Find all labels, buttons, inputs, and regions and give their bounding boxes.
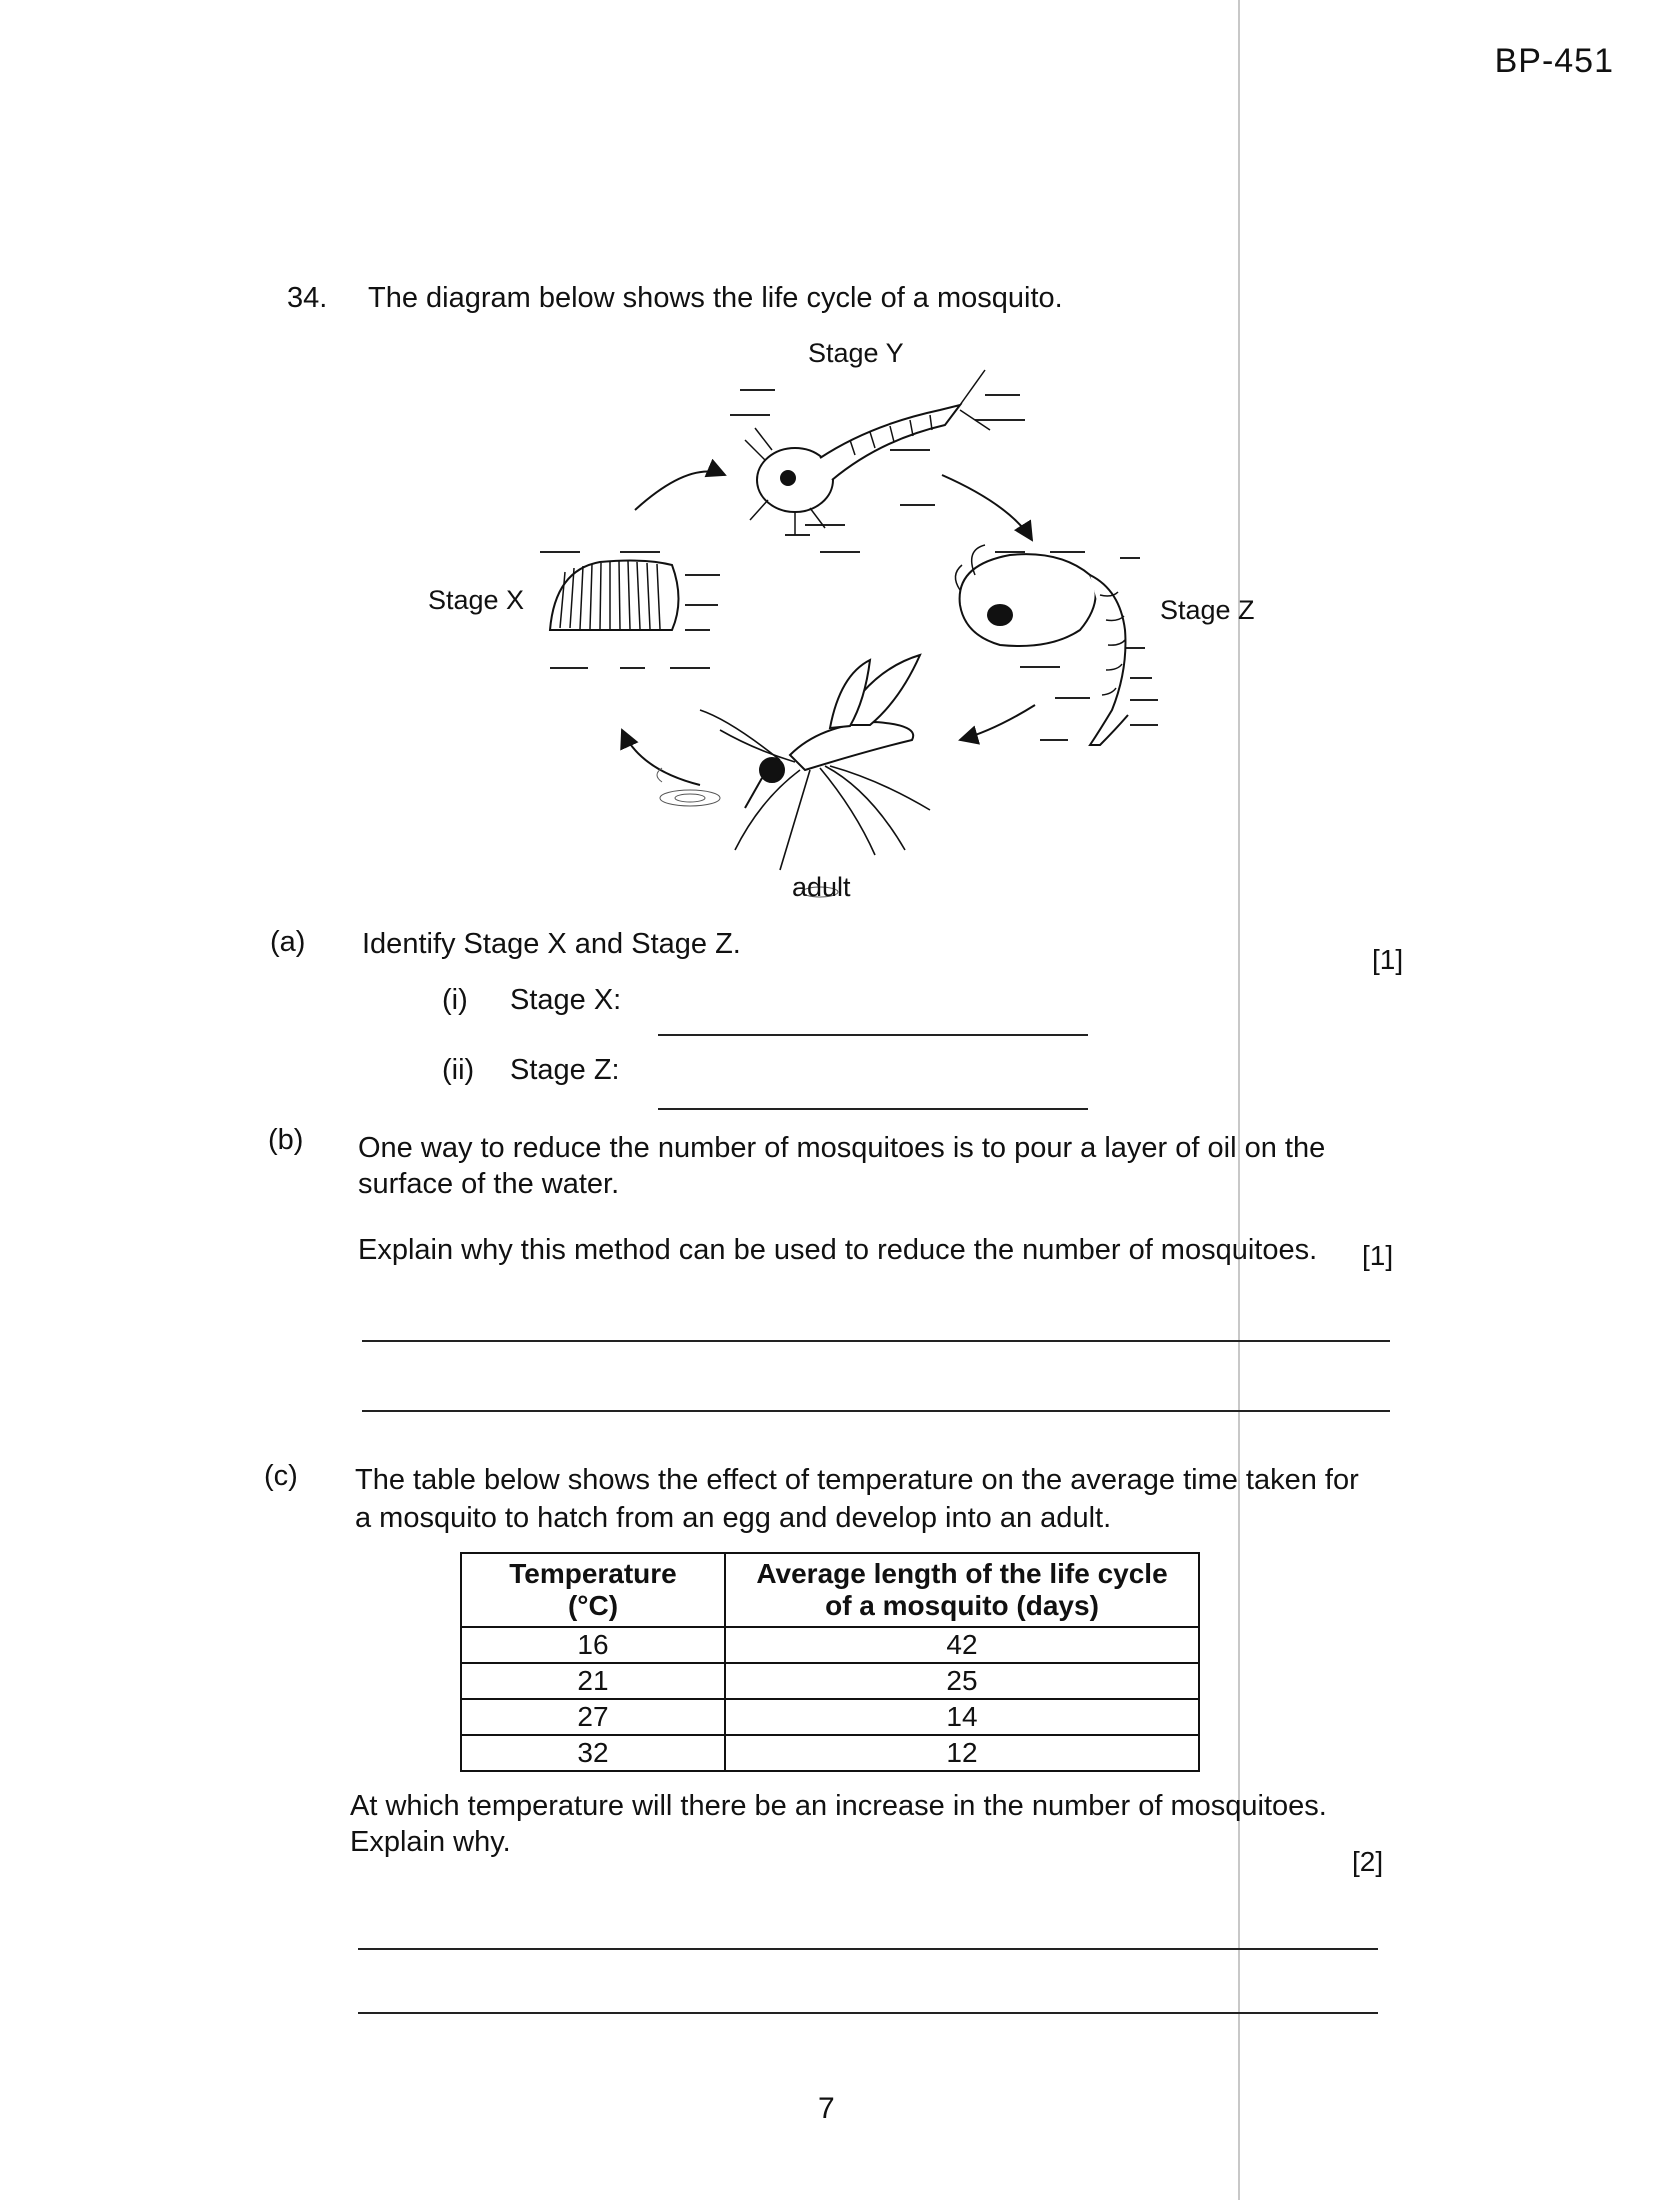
table-cell-days: 14 [725,1699,1199,1735]
larva-drawing [745,370,990,535]
table-row [461,1663,1199,1699]
part-c-question2: Explain why. [350,1826,511,1858]
table-header-row [461,1553,1199,1627]
question-number: 34. [287,282,328,314]
temperature-life-cycle-table [460,1552,1200,1772]
stage-x-label: Stage X [428,585,525,615]
table-cell-temperature: 21 [461,1663,725,1699]
part-c-answer-line-1[interactable] [358,1948,1378,1950]
table-row [461,1699,1199,1735]
part-b-answer-line-2[interactable] [362,1410,1390,1412]
part-b-label: (b) [268,1124,304,1156]
part-b-answer-line-1[interactable] [362,1340,1390,1342]
stage-z-label: Stage Z [1160,595,1255,625]
stage-y-label: Stage Y [808,338,904,368]
part-b-line1: One way to reduce the number of mosquitoes is to pour a layer of oil on the [358,1132,1326,1164]
part-c-line1: The table below shows the effect of temperature on the average time taken for [355,1464,1359,1496]
part-c-label: (c) [264,1460,298,1492]
table-cell-days: 12 [725,1735,1199,1771]
table-row [461,1627,1199,1663]
part-b-line2: surface of the water. [358,1168,620,1200]
document-code: BP-451 [1494,42,1614,80]
stage-x-answer-line[interactable] [658,1034,1088,1036]
table-cell-temperature: 27 [461,1699,725,1735]
part-c-line2: a mosquito to hatch from an egg and develop into an adult. [355,1502,1112,1534]
part-b-question: Explain why this method can be used to reduce the number of mosquitoes. [358,1234,1318,1266]
part-a-ii-number: (ii) [442,1054,475,1086]
table-header-life-cycle: Average length of the life cycle of a mosquito (days) [725,1553,1199,1627]
part-c-answer-line-2[interactable] [358,2012,1378,2014]
part-c-marks: [2] [1352,1846,1384,1877]
adult-mosquito-drawing [657,655,930,897]
table-row [461,1735,1199,1771]
part-b-marks: [1] [1362,1240,1394,1271]
table-cell-temperature: 16 [461,1627,725,1663]
adult-label: adult [792,872,851,902]
part-a-i-text: Stage X: [510,984,622,1016]
table-cell-days: 25 [725,1663,1199,1699]
part-a-text: Identify Stage X and Stage Z. [362,928,741,960]
egg-raft-drawing [550,561,679,630]
part-a-label: (a) [270,926,306,958]
part-c-question1: At which temperature will there be an increase in the number of mosquitoes. [350,1790,1327,1822]
part-a-ii-text: Stage Z: [510,1054,620,1086]
table-cell-temperature: 32 [461,1735,725,1771]
stage-z-answer-line[interactable] [658,1108,1088,1110]
page-number: 7 [818,2092,835,2125]
part-a-i-number: (i) [442,984,468,1016]
part-a-marks: [1] [1372,944,1404,975]
table-cell-days: 42 [725,1627,1199,1663]
table-header-temperature: Temperature (°C) [461,1553,725,1627]
question-intro: The diagram below shows the life cycle of a mosquito. [368,282,1063,314]
pupa-drawing [955,545,1128,745]
